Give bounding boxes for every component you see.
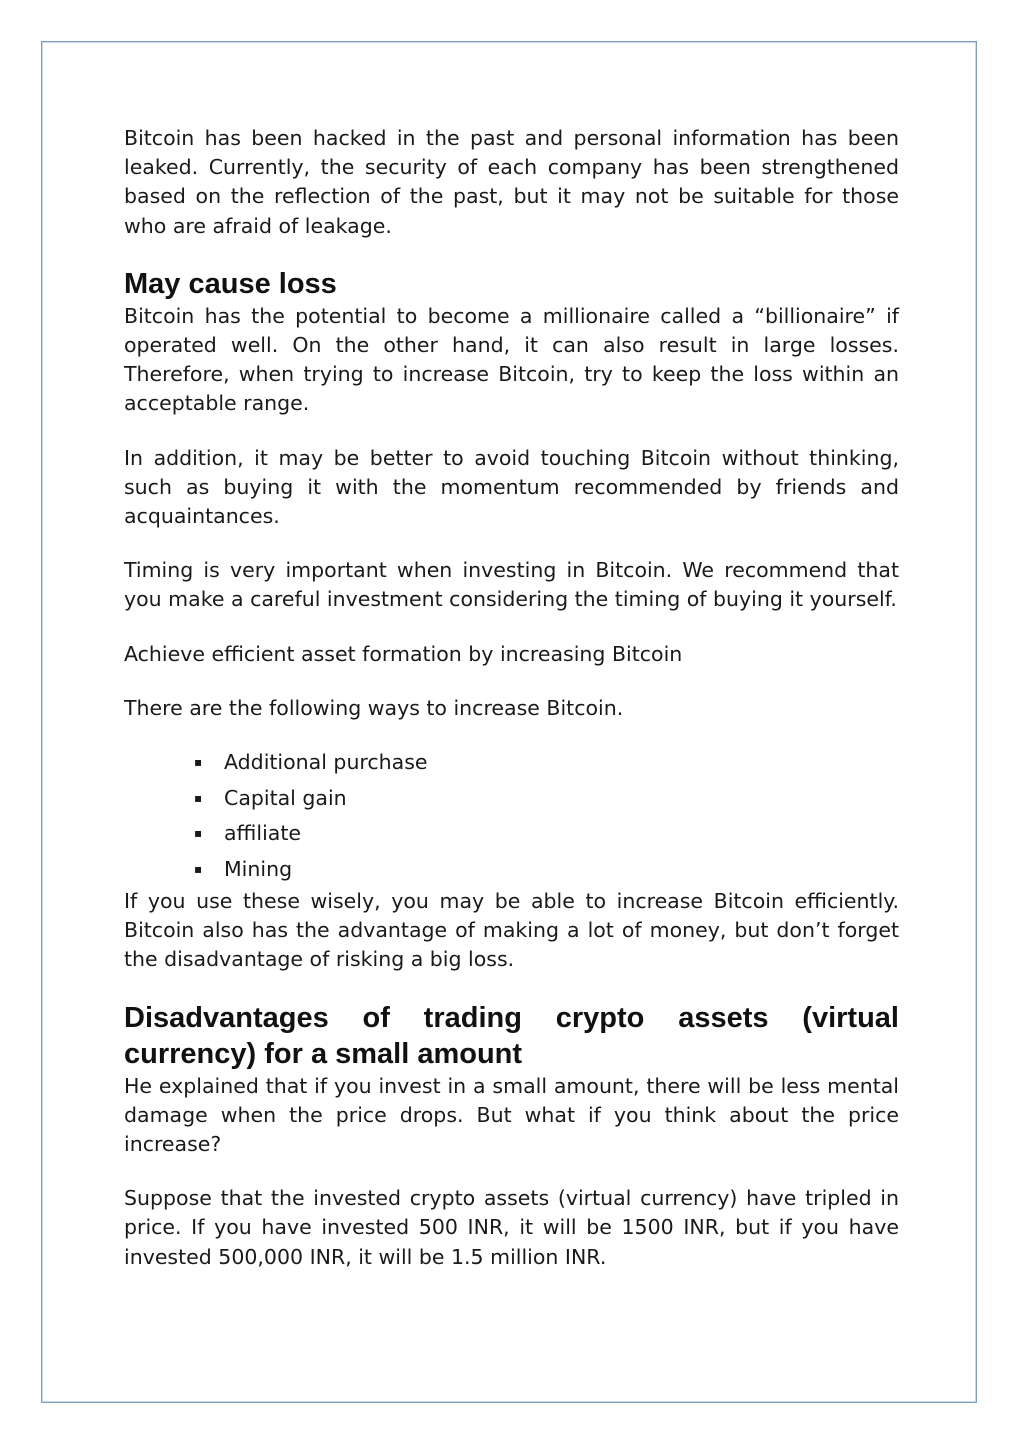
document-body bbox=[124, 124, 899, 1297]
list-item: ▪ Mining bbox=[224, 852, 899, 888]
paragraph-potential: Bitcoin has the potential to become a millionaire called a “billionaire” if operated well. On the other hand, it can also result in large losses. Therefore, when trying to increase Bitcoin, try to keep the loss within an acceptable range. bbox=[124, 303, 899, 416]
paragraph-asset-formation: Achieve efficient asset formation by increasing Bitcoin bbox=[124, 641, 683, 666]
list-item: ▪ Additional purchase bbox=[224, 745, 899, 781]
paragraph-hacking: Bitcoin has been hacked in the past and personal information has been leaked. Currently, the security of each company has been strengthened based on the reflection of the past, but it may not be suitable for those who are afraid of leakage. bbox=[124, 126, 899, 238]
paragraph-ways-intro: There are the following ways to increase Bitcoin. bbox=[124, 695, 624, 720]
list-item: ▪ affiliate bbox=[224, 816, 899, 852]
paragraph-small-amount: He explained that if you invest in a small amount, there will be less mental damage when the price drops. But what if you think about the price increase? bbox=[124, 1073, 899, 1157]
bullet-icon: ▪ bbox=[194, 826, 203, 841]
heading-disadvantages: Disadvantages of trading crypto assets (virtual currency) for a small amount bbox=[124, 1001, 899, 1070]
paragraph-tripled: Suppose that the invested crypto assets (virtual currency) have tripled in price. If you have invested 500 INR, it will be 1500 INR, but if you have invested 500,000 INR, it will be 1.5 million INR. bbox=[124, 1186, 899, 1269]
ways-list bbox=[124, 745, 899, 887]
bullet-icon: ▪ bbox=[194, 790, 203, 805]
paragraph-use-wisely: If you use these wisely, you may be able to increase Bitcoin efficiently. Bitcoin also has the advantage of making a lot of money, but don’t forget the disadvantage of risking a big loss. bbox=[124, 889, 899, 972]
bullet-icon: ▪ bbox=[194, 755, 203, 770]
list-item: ▪ Capital gain bbox=[224, 781, 899, 817]
paragraph-avoid-touching: In addition, it may be better to avoid touching Bitcoin without thinking, such as buying it with the momentum recommended by friends and acquaintances. bbox=[124, 445, 899, 529]
bullet-icon: ▪ bbox=[194, 861, 203, 876]
paragraph-timing: Timing is very important when investing in Bitcoin. We recommend that you make a careful investment considering the timing of buying it yourself. bbox=[124, 558, 899, 612]
heading-may-cause-loss: May cause loss bbox=[124, 267, 337, 300]
